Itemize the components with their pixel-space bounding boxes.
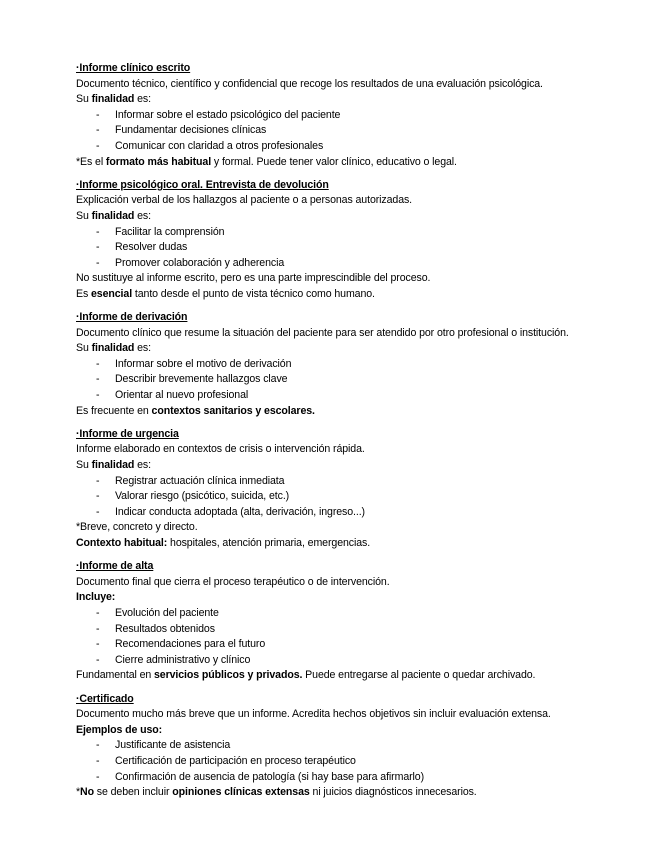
section-heading: ·Informe de urgencia: [76, 427, 179, 440]
list-item: - Comunicar con claridad a otros profesionales: [96, 139, 324, 152]
section-intro: Documento final que cierra el proceso terapéutico o de intervención.: [76, 575, 390, 588]
purpose-line: Su finalidad es:: [76, 209, 151, 222]
list-item: - Evolución del paciente: [96, 606, 219, 619]
list-label: Incluye:: [76, 591, 116, 604]
list-item: - Valorar riesgo (psicótico, suicida, etc.): [96, 490, 290, 503]
section-note: Es frecuente en contextos sanitarios y escolares.: [76, 404, 315, 417]
section-heading: ·Informe clínico escrito: [76, 62, 191, 74]
section-informe-clinico-escrito: [76, 61, 646, 170]
section-heading: ·Informe de derivación: [76, 311, 188, 324]
list-item: - Cierre administrativo y clínico: [96, 653, 251, 666]
section-intro: Documento clínico que resume la situación del paciente para ser atendido por otro profesional o institución.: [76, 326, 569, 339]
list-item: - Promover colaboración y adherencia: [96, 256, 285, 269]
list-label: Ejemplos de uso:: [76, 723, 163, 736]
section-heading: ·Informe de alta: [76, 560, 154, 573]
list-item: - Resultados obtenidos: [96, 622, 215, 635]
list-item: - Recomendaciones para el futuro: [96, 638, 266, 651]
purpose-line: Su finalidad es:: [76, 459, 151, 472]
section-informe-urgencia: [76, 427, 646, 552]
includes-list: [76, 606, 646, 668]
section-informe-oral: [76, 178, 646, 303]
purpose-list: [76, 225, 646, 272]
list-item: - Indicar conducta adoptada (alta, derivación, ingreso...): [96, 505, 365, 518]
list-item: - Orientar al nuevo profesional: [96, 389, 249, 402]
purpose-list: [76, 357, 646, 404]
section-note: No sustituye al informe escrito, pero es una parte imprescindible del proceso.: [76, 272, 431, 285]
section-certificado: [76, 692, 646, 801]
list-item: - Facilitar la comprensión: [96, 225, 225, 238]
section-intro: Documento técnico, científico y confidencial que recoge los resultados de una evaluación psicológica.: [76, 77, 543, 90]
section-heading: ·Certificado: [76, 692, 134, 705]
list-item: - Informar sobre el estado psicológico del paciente: [96, 108, 341, 121]
section-note: *Es el formato más habitual y formal. Puede tener valor clínico, educativo o legal.: [76, 155, 457, 168]
list-item: - Certificación de participación en proceso terapéutico: [96, 754, 356, 767]
section-intro: Informe elaborado en contextos de crisis o intervención rápida.: [76, 443, 365, 456]
section-informe-derivacion: [76, 310, 646, 419]
list-item: - Registrar actuación clínica inmediata: [96, 474, 285, 487]
section-note: *Breve, concreto y directo.: [76, 521, 198, 534]
list-item: - Confirmación de ausencia de patología (si hay base para afirmarlo): [96, 770, 425, 783]
section-informe-alta: [76, 559, 646, 684]
purpose-list: [76, 474, 646, 521]
purpose-list: [76, 108, 646, 155]
list-item: - Fundamentar decisiones clínicas: [96, 124, 267, 137]
list-item: - Resolver dudas: [96, 241, 188, 254]
section-intro: Explicación verbal de los hallazgos al paciente o a personas autorizadas.: [76, 194, 413, 207]
purpose-line: Su finalidad es:: [76, 93, 151, 106]
document-page: [76, 61, 646, 808]
section-intro: Documento mucho más breve que un informe. Acredita hechos objetivos sin incluir evaluación extensa.: [76, 708, 551, 721]
section-note: Es esencial tanto desde el punto de vista técnico como humano.: [76, 287, 375, 300]
section-note: *No se deben incluir opiniones clínicas extensas ni juicios diagnósticos innecesarios.: [76, 786, 477, 799]
list-item: - Describir brevemente hallazgos clave: [96, 373, 288, 386]
section-heading: ·Informe psicológico oral. Entrevista de devolución: [76, 178, 329, 191]
list-item: - Informar sobre el motivo de derivación: [96, 357, 292, 370]
purpose-line: Su finalidad es:: [76, 342, 151, 355]
examples-list: [76, 738, 646, 785]
list-item: - Justificante de asistencia: [96, 739, 231, 752]
section-note: Contexto habitual: hospitales, atención primaria, emergencias.: [76, 537, 371, 549]
section-note: Fundamental en servicios públicos y privados. Puede entregarse al paciente o quedar archivado.: [76, 669, 536, 682]
